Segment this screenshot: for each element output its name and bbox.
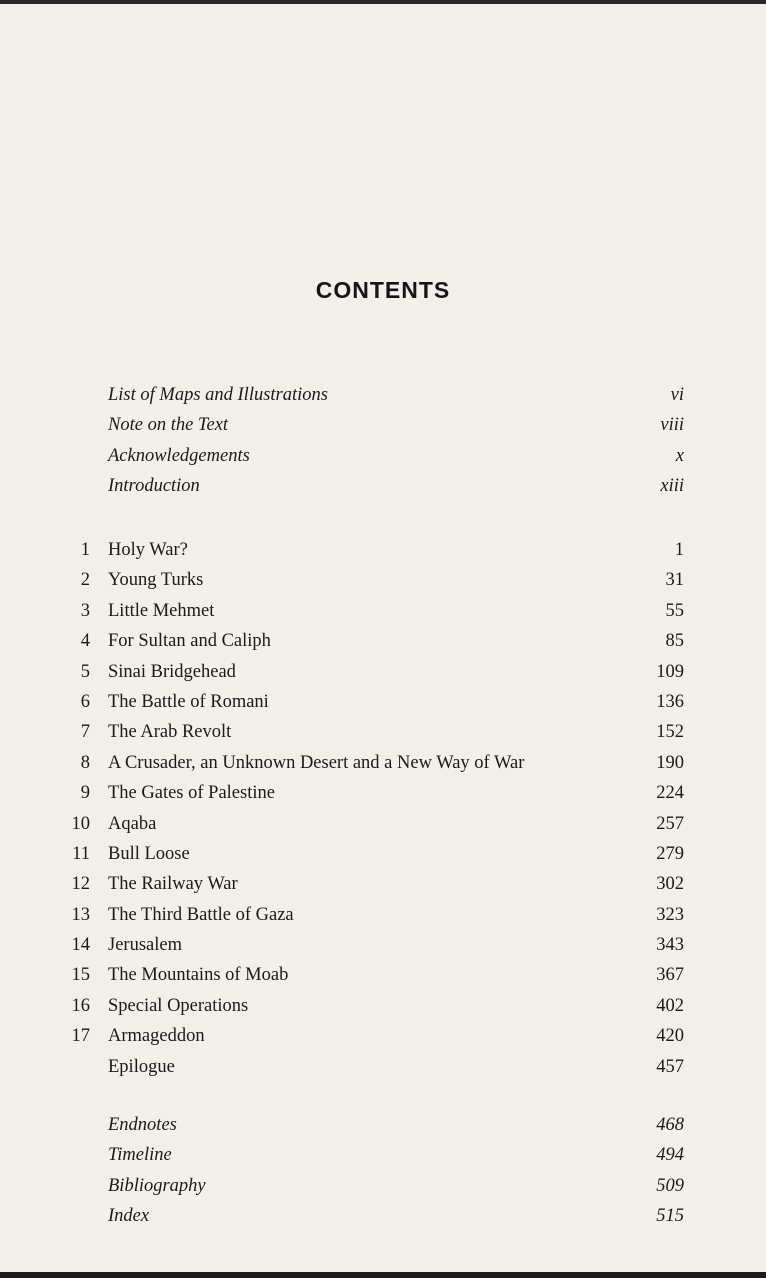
chapter-page: 31: [665, 570, 684, 591]
chapter-number: 4: [80, 631, 90, 652]
chapter-title: The Railway War: [108, 874, 238, 895]
toc-entry-title: Endnotes: [108, 1115, 177, 1135]
chapter-number: 3: [80, 600, 90, 621]
chapter-title: Aqaba: [108, 813, 157, 834]
bleed-through-line: [50, 153, 690, 178]
chapter-page: 367: [656, 965, 684, 986]
chapter-title: The Gates of Palestine: [108, 783, 275, 804]
chapter-number: 8: [80, 752, 90, 773]
chapter-entry[interactable]: [80, 717, 684, 747]
chapter-page: 190: [656, 752, 684, 773]
chapter-title: The Third Battle of Gaza: [108, 904, 294, 925]
chapter-number: 11: [72, 843, 90, 864]
chapter-page: 257: [656, 813, 684, 834]
toc-entry-page: 515: [656, 1206, 684, 1227]
toc-entry-title: Timeline: [108, 1145, 172, 1166]
page-bottom-edge: [0, 1272, 766, 1278]
bleed-through-line: [50, 103, 690, 128]
toc-entry-page: 468: [656, 1115, 684, 1135]
front-matter-list: [108, 380, 684, 502]
chapter-page: 302: [656, 874, 684, 895]
chapter-title: Special Operations: [108, 995, 249, 1016]
toc-entry-page: vi: [670, 385, 684, 405]
chapter-entry[interactable]: [71, 809, 684, 839]
chapter-number: 17: [71, 1026, 90, 1047]
chapter-title: The Arab Revolt: [108, 722, 232, 743]
chapter-entry[interactable]: [71, 869, 684, 899]
chapter-entry[interactable]: [80, 565, 684, 595]
chapter-title: Bull Loose: [108, 843, 190, 864]
chapter-page: 136: [656, 691, 684, 712]
toc-entry-title: Note on the Text: [108, 415, 229, 436]
chapter-title: Young Turks: [108, 570, 204, 591]
chapter-number: 16: [71, 995, 90, 1016]
toc-entry[interactable]: [108, 1140, 684, 1170]
toc-entry-title: Bibliography: [108, 1175, 206, 1196]
chapter-title: Epilogue: [108, 1056, 175, 1077]
chapter-page: 55: [665, 600, 684, 621]
chapter-title: Jerusalem: [108, 935, 182, 956]
chapter-page: 279: [656, 843, 684, 864]
chapter-number: 7: [80, 722, 90, 743]
page-top-edge: [0, 0, 766, 4]
chapter-number: 9: [80, 783, 90, 804]
chapter-number: 12: [71, 874, 90, 895]
toc-entry[interactable]: [108, 1201, 684, 1231]
chapter-number: 6: [80, 691, 90, 712]
chapter-entry[interactable]: [80, 596, 684, 626]
toc-entry-title: Acknowledgements: [108, 445, 250, 466]
chapter-entry[interactable]: [71, 900, 684, 930]
chapter-page: 323: [656, 904, 684, 925]
chapter-page: 457: [656, 1056, 684, 1077]
bleed-through-heading: [50, 30, 690, 44]
toc-entry-title: List of Maps and Illustrations: [108, 385, 328, 405]
chapter-number: 1: [80, 540, 90, 560]
chapter-page: 109: [656, 661, 684, 682]
chapter-number: 15: [71, 965, 90, 986]
chapter-page: 402: [656, 995, 684, 1016]
chapter-entry[interactable]: [80, 748, 684, 778]
chapter-title: The Battle of Romani: [108, 691, 269, 712]
chapter-page: 152: [656, 722, 684, 743]
chapter-entry[interactable]: [80, 626, 684, 656]
chapter-page: 1: [674, 540, 684, 560]
chapter-title: A Crusader, an Unknown Desert and a New Way of War: [108, 752, 525, 773]
chapter-entry[interactable]: [108, 1052, 684, 1082]
toc-entry[interactable]: [108, 1110, 684, 1140]
toc-entry-page: x: [675, 445, 684, 466]
page-title: CONTENTS: [315, 277, 451, 303]
chapter-entry[interactable]: [80, 535, 684, 565]
chapter-entry[interactable]: [71, 991, 684, 1021]
chapter-list: [71, 535, 684, 1082]
chapter-number: 5: [80, 661, 90, 682]
chapter-entry[interactable]: [71, 960, 684, 990]
bleed-through-line: [50, 128, 690, 153]
toc-entry-page: 494: [656, 1145, 684, 1166]
chapter-page: 420: [656, 1026, 684, 1047]
chapter-page: 85: [665, 631, 684, 652]
chapter-title: Holy War?: [108, 540, 188, 560]
chapter-entry[interactable]: [71, 930, 684, 960]
bleed-through-text: [50, 30, 690, 178]
chapter-number: 10: [71, 813, 90, 834]
toc-entry-page: xiii: [660, 476, 684, 497]
toc-entry-title: Introduction: [108, 476, 200, 497]
toc-entry-page: 509: [656, 1175, 684, 1196]
chapter-page: 343: [656, 935, 684, 956]
chapter-page: 224: [656, 783, 684, 804]
chapter-title: Little Mehmet: [108, 600, 215, 621]
back-matter-list: [108, 1110, 684, 1232]
chapter-entry[interactable]: [71, 1021, 684, 1051]
chapter-title: For Sultan and Caliph: [108, 631, 271, 652]
chapter-entry[interactable]: [72, 839, 684, 869]
chapter-title: Armageddon: [108, 1026, 205, 1047]
chapter-title: Sinai Bridgehead: [108, 661, 236, 682]
toc-entry[interactable]: [108, 471, 684, 501]
chapter-entry[interactable]: [80, 687, 684, 717]
toc-entry[interactable]: [108, 380, 684, 410]
toc-entry[interactable]: [108, 441, 684, 471]
toc-entry-page: viii: [660, 415, 684, 436]
chapter-number: 14: [71, 935, 90, 956]
toc-entry[interactable]: [108, 1171, 684, 1201]
toc-entry-title: Index: [108, 1206, 150, 1227]
chapter-entry[interactable]: [80, 657, 684, 687]
toc-entry[interactable]: [108, 410, 684, 440]
chapter-number: 13: [71, 904, 90, 925]
chapter-title: The Mountains of Moab: [108, 965, 289, 986]
bleed-through-line: [50, 78, 690, 103]
chapter-entry[interactable]: [80, 778, 684, 808]
chapter-number: 2: [80, 570, 90, 591]
